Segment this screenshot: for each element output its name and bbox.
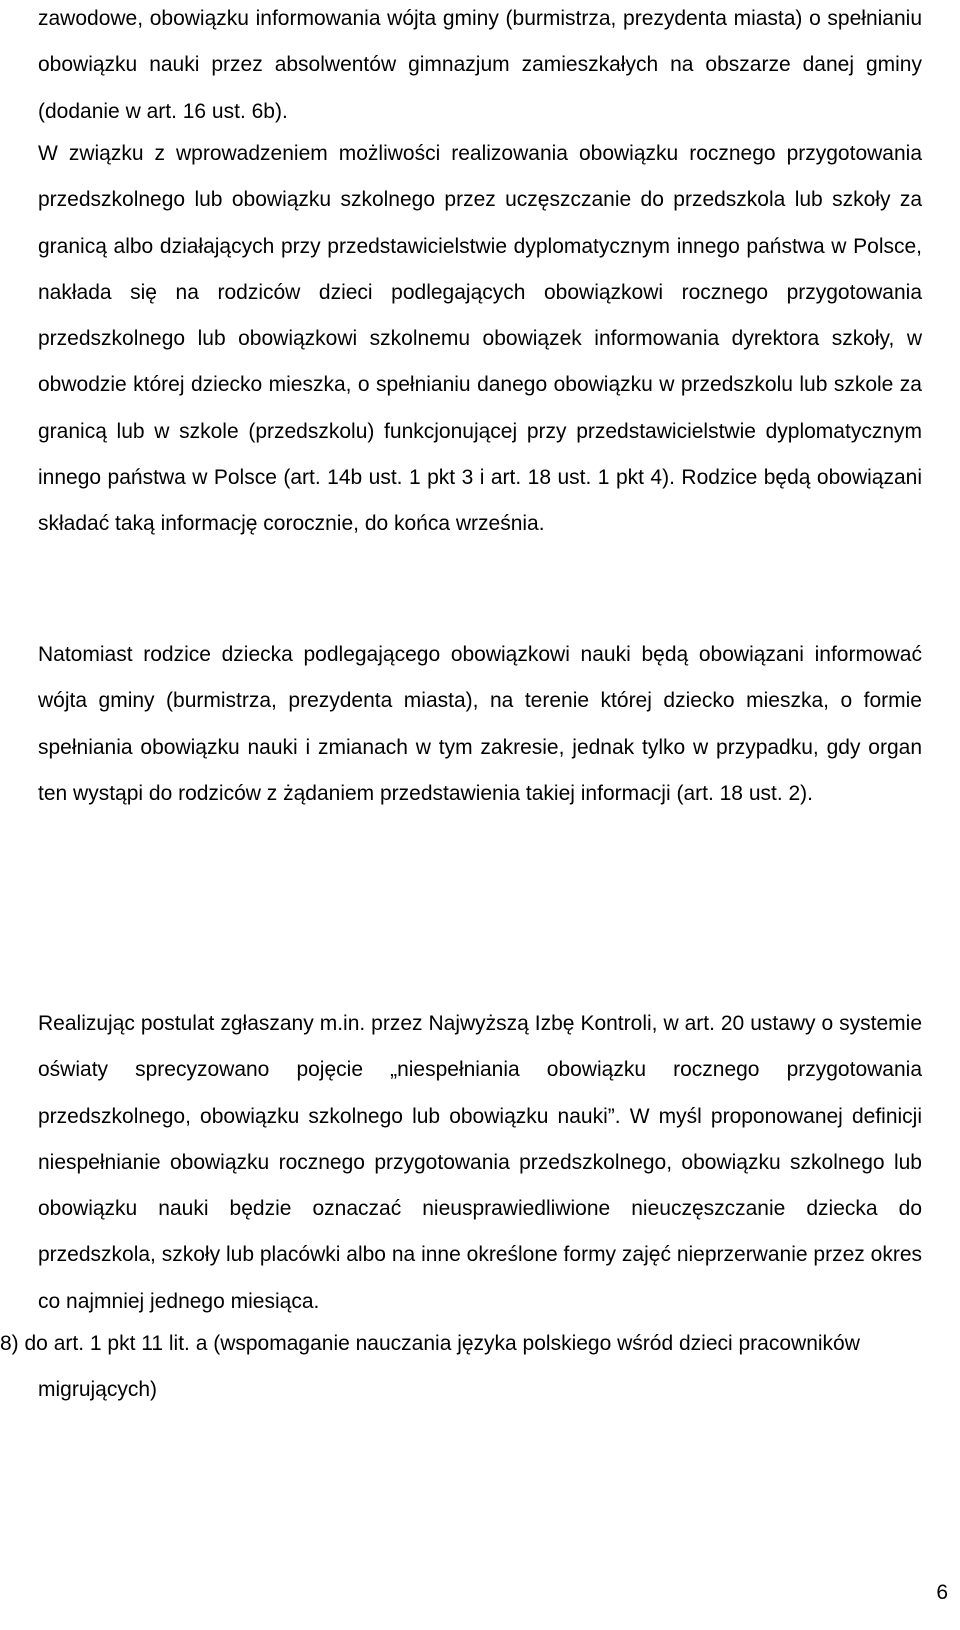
page-number: 6	[936, 1581, 948, 1604]
paragraph-learning-obligation: Natomiast rodzice dziecka podlegającego obowiązkowi nauki będą obowiązani informować wójta gminy (burmistrza, prezydenta miasta), na terenie której dziecko mieszka, o formie spełniania obowiązku nauki i zmianach w tym zakresie, jednak tylko w przypadku, gdy organ ten wystąpi do rodziców z żądaniem przedstawienia takiej informacji (art. 18 ust. 2).	[38, 643, 922, 805]
paragraph-abroad-schooling: W związku z wprowadzeniem możliwości realizowania obowiązku rocznego przygotowania przedszkolnego lub obowiązku szkolnego przez uczęszczanie do przedszkola lub szkoły za granicą albo działających przy przedstawicielstwie dyplomatycznym innego państwa w Polsce, nakłada się na rodziców dzieci podlegających obowiązkowi rocznego przygotowania przedszkolnego lub obowiązkowi szkolnemu obowiązek informowania dyrektora szkoły, w obwodzie której dziecko mieszka, o spełnianiu danego obowiązku w przedszkolu lub szkole za granicą lub w szkole (przedszkolu) funkcjonującej przy przedstawicielstwie dyplomatycznym innego państwa w Polsce (art. 14b ust. 1 pkt 3 i art. 18 ust. 1 pkt 4). Rodzice będą obowiązani składać taką informację corocznie, do końca września.	[38, 142, 922, 536]
paragraph-nik-definition: Realizując postulat zgłaszany m.in. przez Najwyższą Izbę Kontroli, w art. 20 ustawy o systemie oświaty sprecyzowano pojęcie „niespełniania obowiązku rocznego przygotowania przedszkolnego, obowiązku szkolnego lub obowiązku nauki”. W myśl proponowanej definicji niespełnianie obowiązku rocznego przygotowania przedszkolnego, obowiązku szkolnego lub obowiązku nauki będzie oznaczać nieusprawiedliwione nieuczęszczanie dziecka do przedszkola, szkoły lub placówki albo na inne określone formy zajęć nieprzerwanie przez okres co najmniej jednego miesiąca.	[38, 1012, 922, 1313]
paragraph-continuation: zawodowe, obowiązku informowania wójta gminy (burmistrza, prezydenta miasta) o spełnianiu obowiązku nauki przez absolwentów gimnazjum zamieszkałych na obszarze danej gminy (dodanie w art. 16 ust. 6b).	[38, 7, 922, 123]
list-item-8: 8) do art. 1 pkt 11 lit. a (wspomaganie nauczania języka polskiego wśród dzieci pracowników migrujących)	[0, 1332, 860, 1402]
